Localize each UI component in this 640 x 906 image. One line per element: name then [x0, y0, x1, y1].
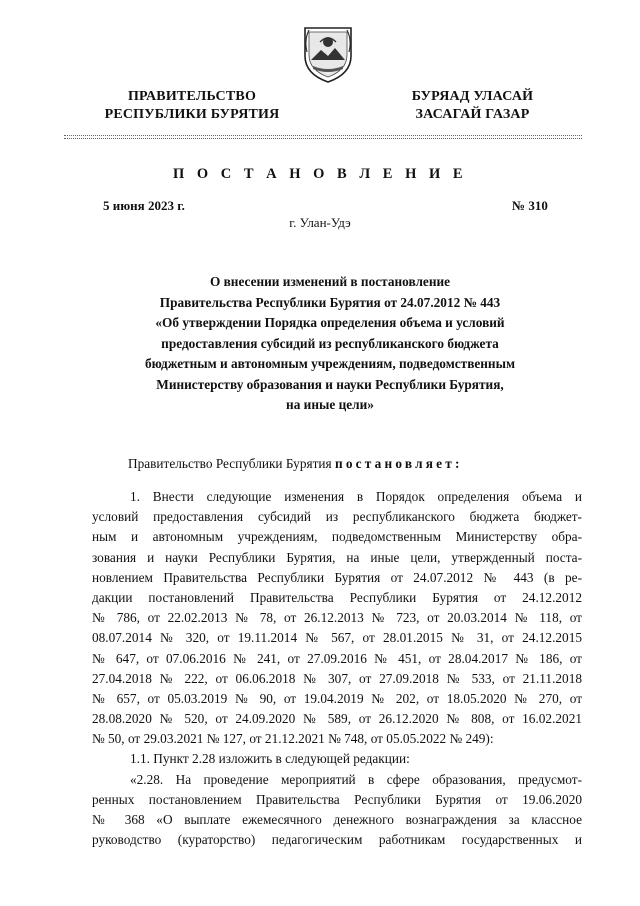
document-city: г. Улан-Удэ — [289, 215, 351, 230]
document-date: 5 июня 2023 г. — [103, 198, 185, 213]
header-divider-bottom — [64, 138, 582, 139]
paragraph-line: зования и науки Республики Бурятия, на иные цели, утвержденный поста- — [92, 549, 582, 565]
subject-line: бюджетным и автономным учреждениям, подведомственным — [144, 356, 516, 371]
subject-line: «Об утверждении Порядка определения объема и условий — [155, 315, 505, 330]
header-left-line2: РЕСПУБЛИКИ БУРЯТИЯ — [104, 107, 280, 122]
paragraph-line: № 50, от 29.03.2021 № 127, от 21.12.2021 № 748, от 05.05.2022 № 249): — [92, 731, 494, 747]
resolves-verb: постановляет: — [334, 456, 463, 471]
subject-line: О внесении изменений в постановление — [209, 274, 451, 289]
resolves-line — [128, 456, 463, 472]
paragraph-line: «2.28. На проведение мероприятий в сфере образования, предусмот- — [130, 771, 582, 787]
paragraph-line: дакции постановлений Правительства Республики Бурятия от 24.12.2012 — [92, 589, 582, 605]
paragraph-line: 1. Внести следующие изменения в Порядок определения объема и — [130, 489, 582, 504]
document-number: № 310 — [512, 198, 548, 213]
subject-line: на иные цели» — [286, 397, 374, 412]
header-left — [92, 88, 292, 124]
header-right-line1: БУРЯАД УЛАСАЙ — [411, 89, 534, 104]
paragraph-line: 08.07.2014 № 320, от 19.11.2014 № 567, от 28.01.2015 № 31, от 24.12.2015 — [92, 630, 582, 646]
paragraph-line: новлением Правительства Республики Бурятия от 24.07.2012 № 443 (в ре- — [92, 569, 582, 585]
subject-line: Министерству образования и науки Республики Бурятия, — [156, 376, 504, 392]
paragraph-line: ренных постановлением Правительства Республики Бурятия от 19.06.2020 — [92, 791, 582, 807]
paragraph-line: ным и автономным учреждениям, подведомственным Министерству обра- — [92, 529, 582, 545]
subject-line: Правительства Республики Бурятия от 24.07.2012 № 443 — [159, 294, 501, 310]
header-right-line2: ЗАСАГАЙ ГАЗАР — [415, 107, 530, 122]
coat-of-arms-icon — [301, 22, 355, 84]
resolves-prefix: Правительство Республики Бурятия — [128, 456, 332, 471]
subject-line: предоставления субсидий из республиканского бюджета — [161, 335, 499, 351]
paragraph-line: № 786, от 22.02.2013 № 78, от 26.12.2013 № 723, от 20.03.2014 № 118, от — [92, 610, 582, 626]
paragraph-line: 1.1. Пункт 2.28 изложить в следующей редакции: — [130, 751, 410, 767]
document-subject — [100, 272, 560, 416]
paragraph-line: № 368 «О выплате ежемесячного денежного вознаграждения за классное — [92, 812, 582, 827]
paragraph-line: № 647, от 07.06.2016 № 241, от 27.09.2016 № 451, от 28.04.2017 № 186, от — [92, 650, 582, 666]
document-type-title: П О С Т А Н О В Л Е Н И Е — [172, 166, 468, 182]
paragraph-line: № 657, от 05.03.2019 № 90, от 19.04.2019 № 202, от 18.05.2020 № 270, от — [92, 690, 582, 706]
paragraph-line: условий предоставления субсидий из республиканского бюджета бюджет- — [92, 509, 582, 525]
paragraph-line: руководство (кураторство) педагогическим работникам государственных и — [92, 832, 582, 848]
header-right — [385, 88, 560, 124]
paragraph-1 — [92, 487, 582, 850]
header-left-line1: ПРАВИТЕЛЬСТВО — [127, 89, 257, 104]
paragraph-line: 28.08.2020 № 520, от 24.09.2020 № 589, от 26.12.2020 № 808, от 16.02.2021 — [92, 711, 582, 727]
header-divider-top — [64, 135, 582, 136]
paragraph-line: 27.04.2018 № 222, от 06.06.2018 № 307, от 27.09.2018 № 533, от 21.11.2018 — [92, 670, 582, 686]
